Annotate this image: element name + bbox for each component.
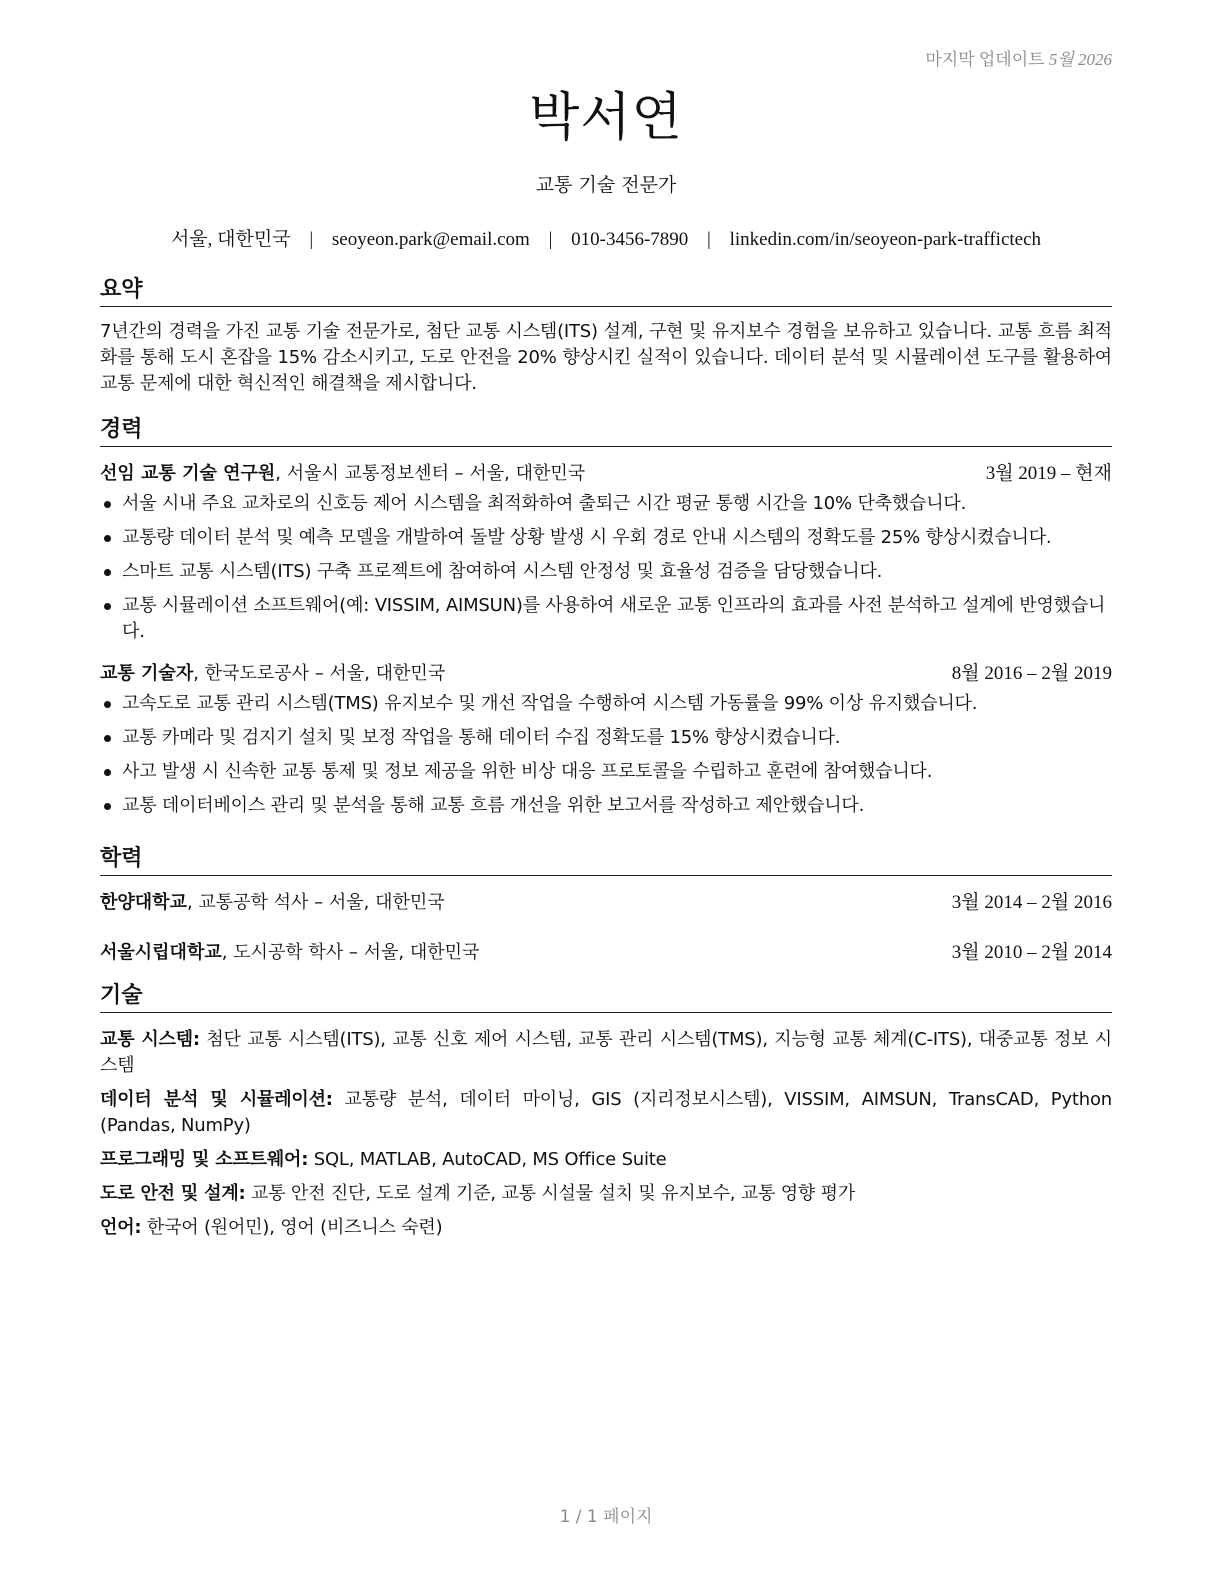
summary-section (100, 276, 1112, 397)
candidate-role: 교통 기술 전문가 (535, 174, 677, 196)
contact-phone[interactable]: 010-3456-7890 (571, 229, 689, 250)
page-indicator: 1 / 1 페이지 (559, 1507, 653, 1527)
job-org: , 서울시 교통정보센터 – 서울, 대한민국 (275, 463, 586, 484)
contact-line (100, 224, 1112, 251)
skill-label: 도로 안전 및 설계: (100, 1183, 246, 1204)
section-title-skills: 기술 (100, 982, 1112, 1013)
job-entry (100, 461, 1112, 645)
skills-section (100, 982, 1112, 1249)
education-dates: 3월 2014 – 2월 2016 (951, 892, 1112, 913)
skill-row (100, 1181, 1112, 1207)
skill-row (100, 1027, 1112, 1079)
job-dates: 3월 2019 – 현재 (985, 463, 1112, 484)
job-bullets (100, 691, 1112, 819)
contact-location: 서울, 대한민국 (170, 229, 291, 250)
job-header (100, 661, 1112, 687)
candidate-name: 박서연 (529, 88, 683, 148)
experience-section (100, 416, 1112, 827)
education-section (100, 845, 1112, 966)
skill-value: 한국어 (원어민), 영어 (비즈니스 숙련) (141, 1217, 443, 1238)
education-detail: , 교통공학 석사 – 서울, 대한민국 (186, 892, 445, 913)
education-dates: 3월 2010 – 2월 2014 (951, 942, 1112, 963)
job-bullet: 스마트 교통 시스템(ITS) 구축 프로젝트에 참여하여 시스템 안정성 및 효율성 검증을 담당했습니다. (100, 559, 1112, 585)
resume-page (100, 0, 1112, 1584)
job-bullet: 교통 시뮬레이션 소프트웨어(예: VISSIM, AIMSUN)를 사용하여 새로운 교통 인프라의 효과를 사전 분석하고 설계에 반영했습니다. (100, 593, 1112, 645)
contact-email[interactable]: seoyeon.park@email.com (331, 229, 530, 250)
education-entry (100, 940, 1112, 966)
contact-separator: | (707, 229, 711, 250)
job-org: , 한국도로공사 – 서울, 대한민국 (193, 663, 446, 684)
job-bullet: 교통 카메라 및 검지기 설치 및 보정 작업을 통해 데이터 수집 정확도를 15% 향상시켰습니다. (100, 725, 1112, 751)
contact-linkedin[interactable]: linkedin.com/in/seoyeon-park-traffictech (729, 229, 1042, 250)
last-updated-month: 5월 (1048, 50, 1074, 69)
job-entry (100, 661, 1112, 819)
skill-row (100, 1147, 1112, 1173)
last-updated-label: 마지막 업데이트 (925, 50, 1045, 69)
last-updated-year: 2026 (1078, 50, 1112, 69)
skill-row (100, 1215, 1112, 1241)
last-updated (925, 45, 1112, 70)
job-bullets (100, 491, 1112, 645)
education-detail: , 도시공학 학사 – 서울, 대한민국 (221, 942, 480, 963)
section-title-education: 학력 (100, 845, 1112, 876)
education-title-line (100, 890, 445, 916)
skill-label: 데이터 분석 및 시뮬레이션: (100, 1089, 333, 1110)
skill-value: SQL, MATLAB, AutoCAD, MS Office Suite (308, 1149, 667, 1170)
job-position: 선임 교통 기술 연구원 (100, 463, 276, 484)
skills-list (100, 1027, 1112, 1241)
skill-row (100, 1087, 1112, 1139)
job-bullet: 교통 데이터베이스 관리 및 분석을 통해 교통 흐름 개선을 위한 보고서를 작성하고 제안했습니다. (100, 793, 1112, 819)
summary-text: 7년간의 경력을 가진 교통 기술 전문가로, 첨단 교통 시스템(ITS) 설계, 구현 및 유지보수 경험을 보유하고 있습니다. 교통 흐름 최적화를 통해 도시 혼잡을 15% 감소시키고, 도로 안전을 20% 향상시킨 실적이 있습니다. 데이터 분석 및 시뮬레이션 도구를 활용하여 교통 문제에 대한 혁신적인 해결책을 제시합니다. (100, 321, 1112, 394)
job-title-line (100, 461, 585, 487)
job-position: 교통 기술자 (100, 663, 194, 684)
skill-label: 교통 시스템: (100, 1029, 200, 1050)
job-bullet: 사고 발생 시 신속한 교통 통제 및 정보 제공을 위한 비상 대응 프로토콜을 수립하고 훈련에 참여했습니다. (100, 759, 1112, 785)
contact-separator: | (309, 229, 314, 250)
skill-label: 프로그래밍 및 소프트웨어: (100, 1149, 309, 1170)
education-school: 서울시립대학교 (100, 942, 222, 963)
skill-label: 언어: (100, 1217, 142, 1238)
job-dates: 8월 2016 – 2월 2019 (951, 663, 1112, 684)
job-bullet: 고속도로 교통 관리 시스템(TMS) 유지보수 및 개선 작업을 수행하여 시스템 가동률을 99% 이상 유지했습니다. (100, 691, 1112, 717)
education-school: 한양대학교 (100, 892, 187, 913)
skill-value: 교통량 분석, 데이터 마이닝, GIS (지리정보시스템), VISSIM, AIMSUN, TransCAD, Python (Pandas, NumPy) (100, 1089, 1112, 1136)
job-header (100, 461, 1112, 487)
section-title-experience: 경력 (100, 416, 1112, 447)
education-title-line (100, 940, 479, 966)
section-title-summary: 요약 (100, 276, 1112, 307)
job-title-line (100, 661, 445, 687)
job-bullet: 교통량 데이터 분석 및 예측 모델을 개발하여 돌발 상황 발생 시 우회 경로 안내 시스템의 정확도를 25% 향상시켰습니다. (100, 525, 1112, 551)
skill-value: 교통 안전 진단, 도로 설계 기준, 교통 시설물 설치 및 유지보수, 교통 영향 평가 (245, 1183, 856, 1204)
job-bullet: 서울 시내 주요 교차로의 신호등 제어 시스템을 최적화하여 출퇴근 시간 평균 통행 시간을 10% 단축했습니다. (100, 491, 1112, 517)
education-entry (100, 890, 1112, 916)
contact-separator: | (548, 229, 553, 250)
skill-value: 첨단 교통 시스템(ITS), 교통 신호 제어 시스템, 교통 관리 시스템(TMS), 지능형 교통 체계(C-ITS), 대중교통 정보 시스템 (100, 1029, 1112, 1076)
